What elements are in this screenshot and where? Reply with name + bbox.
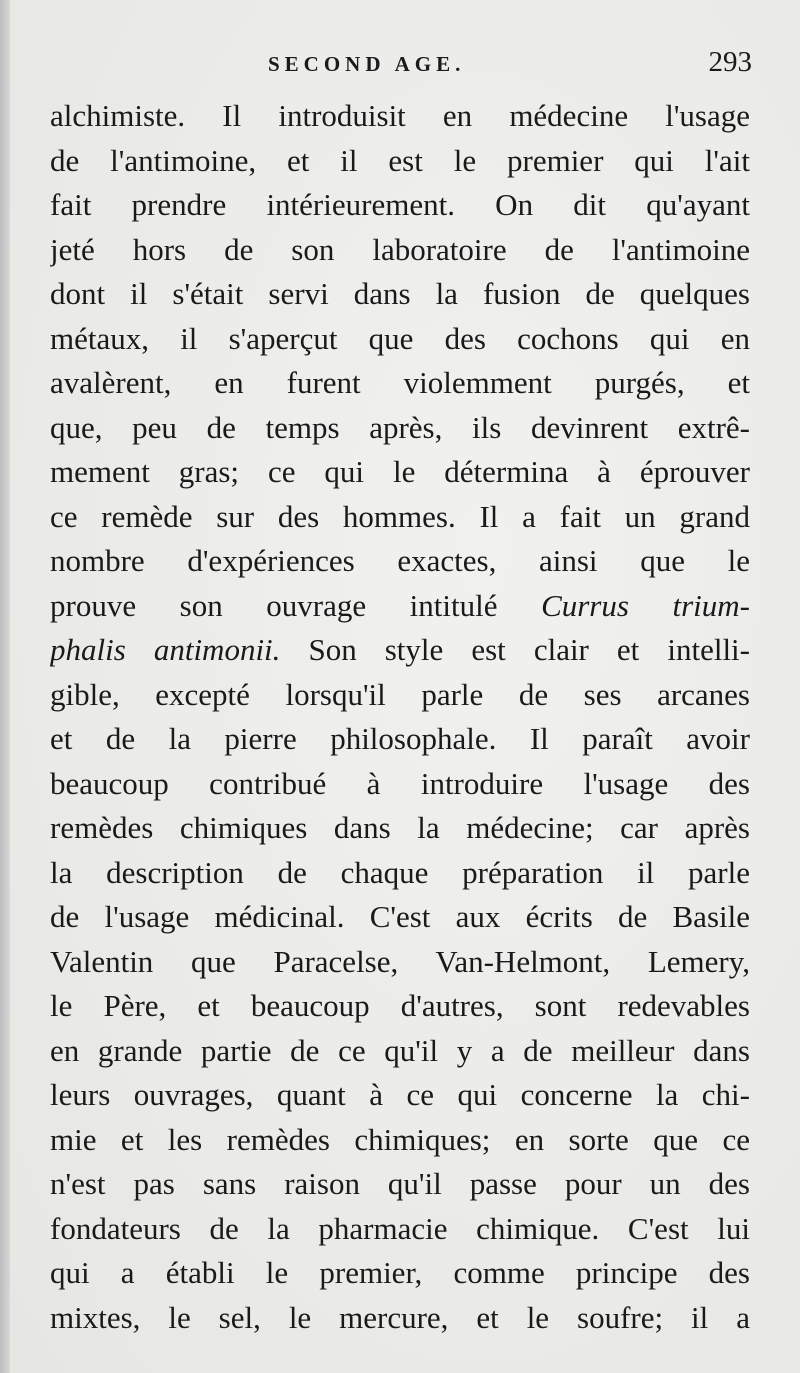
line-text: gible, excepté lorsqu'il parle de ses arcanes — [50, 676, 750, 712]
text-line — [50, 183, 750, 228]
line-text: la description de chaque préparation il parle — [50, 854, 750, 890]
running-head: SECOND AGE. — [268, 52, 466, 76]
text-line — [50, 228, 750, 273]
text-line — [50, 139, 750, 184]
text-line — [50, 94, 750, 139]
line-text: le Père, et beaucoup d'autres, sont redevables — [50, 988, 750, 1023]
body-text — [50, 94, 750, 1340]
page-header — [10, 44, 800, 84]
text-line — [50, 272, 750, 317]
line-text: Valentin que Paracelse, Van-Helmont, Lemery, — [50, 943, 750, 979]
text-line — [50, 1029, 750, 1074]
line-text: ce remède sur des hommes. Il a fait un grand — [50, 498, 750, 534]
text-line — [50, 495, 750, 540]
line-text: métaux, il s'aperçut que des cochons qui en — [50, 320, 750, 356]
line-text: de l'antimoine, et il est le premier qui l'ait — [50, 142, 750, 178]
text-line — [50, 673, 750, 718]
text-line — [50, 851, 750, 896]
text-line — [50, 940, 750, 985]
line-text: mixtes, le sel, le mercure, et le soufre; il a — [50, 1299, 750, 1335]
line-text: fondateurs de la pharmacie chimique. C'est lui — [50, 1210, 750, 1246]
line-text: qui a établi le premier, comme principe des — [50, 1255, 750, 1290]
text-line — [50, 895, 750, 940]
text-line — [50, 762, 750, 807]
line-text: mement gras; ce qui le détermina à éprouver — [50, 454, 750, 489]
line-text: de l'usage médicinal. C'est aux écrits de Basile — [50, 899, 750, 934]
text-line — [50, 1162, 750, 1207]
text-line — [50, 984, 750, 1029]
line-text: leurs ouvrages, quant à ce qui concerne la chi- — [50, 1077, 750, 1112]
text-line — [50, 1296, 750, 1341]
text-line — [50, 539, 750, 584]
text-line — [50, 1207, 750, 1252]
line-text: n'est pas sans raison qu'il passe pour un des — [50, 1166, 750, 1201]
line-text: avalèrent, en furent violemment purgés, et — [50, 365, 750, 400]
text-line — [50, 1251, 750, 1296]
line-text: beaucoup contribué à introduire l'usage des — [50, 765, 750, 801]
line-text: Son style est clair et intelli- — [280, 632, 750, 667]
text-line — [50, 806, 750, 851]
text-line — [50, 628, 750, 673]
line-text: et de la pierre philosophale. Il paraît avoir — [50, 721, 750, 756]
text-line — [50, 717, 750, 762]
line-text: fait prendre intérieurement. On dit qu'ayant — [50, 187, 750, 222]
page-number: 293 — [708, 46, 752, 78]
line-text: jeté hors de son laboratoire de l'antimoine — [50, 231, 750, 267]
text-line — [50, 584, 750, 629]
italic-title-text: Currus trium- — [541, 587, 750, 623]
page-edge-shadow — [0, 0, 10, 1373]
line-text: nombre d'expériences exactes, ainsi que le — [50, 543, 750, 578]
line-text: prouve son ouvrage intitulé — [50, 587, 542, 623]
book-page — [10, 0, 800, 1373]
text-line — [50, 450, 750, 495]
line-text: alchimiste. Il introduisit en médecine l'usage — [50, 98, 750, 133]
line-text: mie et les remèdes chimiques; en sorte que ce — [50, 1121, 750, 1157]
line-text: dont il s'était servi dans la fusion de quelques — [50, 276, 750, 311]
line-text: que, peu de temps après, ils devinrent extrê- — [50, 409, 750, 445]
line-text: remèdes chimiques dans la médecine; car après — [50, 810, 750, 845]
text-line — [50, 1073, 750, 1118]
line-text: en grande partie de ce qu'il y a de meilleur dans — [50, 1032, 750, 1068]
italic-title-text: phalis antimonii. — [50, 632, 281, 667]
text-line — [50, 1118, 750, 1163]
text-line — [50, 361, 750, 406]
text-line — [50, 406, 750, 451]
text-line — [50, 317, 750, 362]
